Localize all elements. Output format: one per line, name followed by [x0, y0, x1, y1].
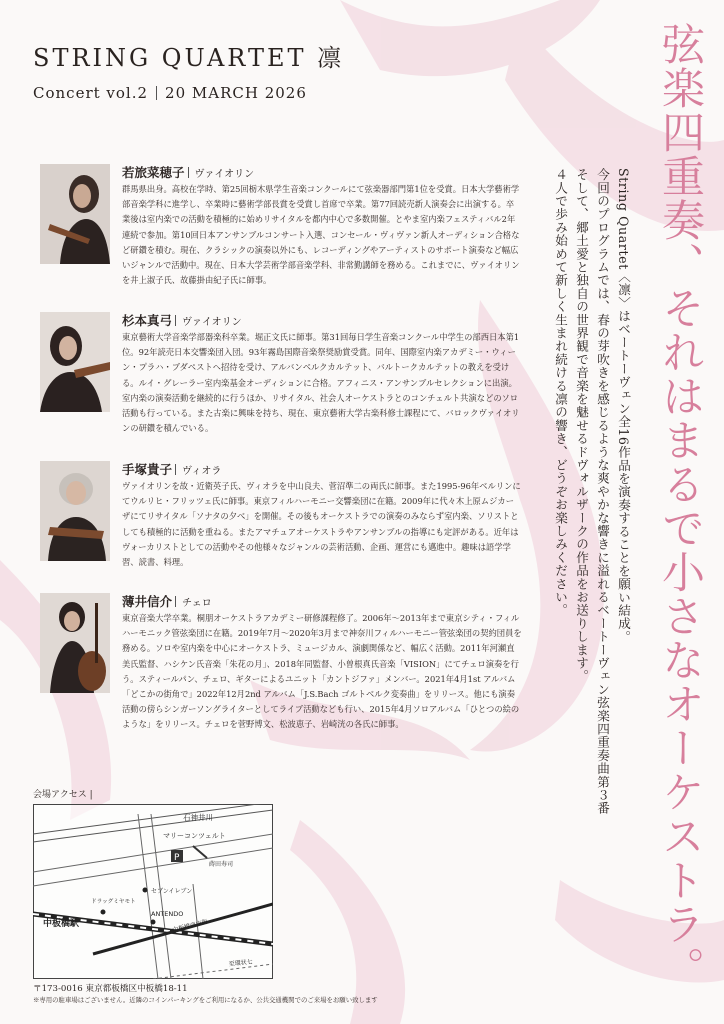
member-name-text: 若旅菜穂子 [122, 165, 185, 180]
sushi-label: 蒔田寿司 [209, 861, 234, 868]
member-name-text: 手塚貴子 [122, 462, 173, 477]
member-name-text: 薄井信介 [122, 594, 173, 609]
antendo-marker [151, 920, 156, 925]
divider [188, 167, 189, 178]
member-photo [40, 164, 110, 264]
access-label-text: 会場アクセス [33, 790, 87, 800]
venue-label: マリーコンツェルト [163, 832, 226, 840]
intro-text [506, 168, 634, 868]
access-map [33, 804, 273, 979]
member-bio: 群馬県出身。高校在学時、第25回栃木県学生音楽コンクールにて弦楽器部門第1位を受賞。日本大学藝術学部音楽学科に進学し、卒業時に藝術学部長賞を受賞し首席で卒業。第77回読売新人演奏会に出演する。卒業後は室内楽での活動を積極的に始めリサイタルを都内中心で多数開催。とやま室内楽フェスティバル2年連続で参加。第10回日本アンサンブルコンサート入選、コンセール・ヴィヴァン新人オーディション合格など研鑽を積む。現在、クラシックの演奏以外にも、レコーディングやアーティストのサポート演奏など幅広いジャンルで活動中。現在、日本大学芸術学部音楽学科、非常勤講師を務める。これまでに、ヴァイオリンを井上淑子氏、故藤掛由紀子氏に師事。 [122, 184, 520, 286]
member-name-text: 杉本真弓 [122, 313, 173, 328]
member-photo [40, 593, 110, 693]
intro-line: ４人で歩み始めて新しく生まれ続ける凛の響き、どうぞお楽しみください。 [553, 168, 568, 617]
parking-note: ※専用の駐車場はございません。近隣のコインパーキングをご利用になるか、公共交通機関でのご来場をお願い致します [33, 996, 378, 1004]
station-label: 中板橋駅 [43, 919, 80, 929]
intro-line: 今回のプログラムでは、春の芽吹きを感じるような爽やかな響きに溢れるベートーヴェン弦楽四重奏曲第３番 [595, 168, 610, 815]
river-label: 石神井川 [183, 813, 213, 822]
member-role: ヴァイオリン [182, 317, 242, 328]
seven-marker [143, 888, 148, 893]
drug-label: ドラッグミヤモト [91, 899, 136, 905]
shotengai-label: 中板橋商店街 [171, 918, 209, 934]
access-label: 会場アクセス | [33, 790, 93, 800]
parking-label: P [174, 853, 180, 863]
member-role: ヴィオラ [182, 466, 222, 477]
member-photo [40, 461, 110, 561]
member-name [122, 311, 242, 329]
intro-line: そして、郷土愛と独自の世界観で音楽を魅せるドヴォルザークの作品をお送りします。 [574, 168, 589, 683]
member-bio: 東京音楽大学卒業。桐朋オーケストラアカデミー研修課程修了。2006年〜2013年まで東京シティ・フィルハーモニック管弦楽団に在籍。2019年7月〜2020年3月まで神奈川フィルハーモニー管弦楽団の契約団員を務める。ソロや室内楽を中心にオーケストラ、ミュージカル、演劇関係など、幅広く活動。2011年河瀬直美氏監督、ハシケン氏音楽「朱花の月」、2018年同監督、小曽根真氏音楽「VISION」にてチェロ演奏を行う。スティールパン、チェロ、ギターによるユニット「カントジファ」メンバー。2021年4月1st アルバム「どこかの街角で」2022年12月2nd アルバム「J.S.Bach ゴルトベルク変奏曲」をリリース。他にも演奏活動の傍らシンガーソングライターとしてライブ活動なども行い、2015年4月ソロアルバム「ひとつの絵のような」をリリース。チェロを菅野博文、松波恵子、岩崎洸の各氏に師事。 [122, 613, 522, 730]
seven-label: セブンイレブン [151, 888, 193, 895]
member-photo [40, 312, 110, 412]
divider [156, 86, 157, 100]
member-bio: 東京藝術大学音楽学部器楽科卒業。堀正文氏に師事。第31回毎日学生音楽コンクール中学生の部西日本第1位。92年読売日本交響楽団入団。93年霧島国際音楽祭奨励賞受賞。同年、国際室内楽アカデミー・ウィーン・プラハ・ブダペストへ招待を受け、アルバンベルクカルテット、バルトークカルテットの教えを受ける。ルイ・グレーラー室内楽基金オーディションに合格。アフィニス・アンサンブルセレクションに出演。室内楽の演奏活動を継続的に行うほか、リサイタル、社会人オーケストラとのコンチェルト共演などのソロ活動も行っている。また古楽に興味を持ち、現在、東京藝術大学古楽科修士課程にて、バロックヴァイオリンの研鑽を積んでいる。 [122, 332, 520, 434]
member-name [122, 592, 212, 610]
member-role: チェロ [182, 598, 212, 609]
divider [175, 596, 176, 607]
antendo-label: ANTENDO [151, 910, 184, 918]
concert-volume: Concert vol.2 [33, 84, 149, 102]
member-role: ヴァイオリン [194, 169, 255, 180]
page-title: STRING QUARTET 凛 [33, 44, 345, 72]
intro-line: String Quartet〈凛〉はベートーヴェン全16作品を演奏することを願い結成。 [616, 168, 631, 644]
street-label: 至環状七 [228, 958, 254, 968]
headline: 弦楽四重奏、それはまるで小さなオーケストラ。 [655, 22, 705, 990]
divider [175, 315, 176, 326]
divider [175, 464, 176, 475]
member-bio: ヴァイオリンを故・近衛英子氏、ヴィオラを中山良夫、菅沼準二の両氏に師事。また1995-96年ベルリンにてウルリヒ・フリッツェ氏に師事。東京フィルハーモニー交響楽団に在籍。2009年に代々木上原ムジカーザにてリサイタル「ソナタの夕べ」を開催。その後もオーケストラでの演奏のみならず室内楽、ソリストとしても積極的に活動を重ねる。またアマチュアオーケストラやアンサンブルの指導にも定評がある。近年はヴォーカリストとしての活動やその他様々なジャンルの芸術活動、企画、運営にも邁進中。趣味は語学学習、読書、料理。 [122, 481, 521, 568]
member-name [122, 460, 221, 478]
concert-info [33, 84, 307, 102]
venue-address: 〒173-0016 東京都板橋区中板橋18-11 [33, 984, 188, 994]
member-name [122, 163, 254, 181]
concert-date: 20 MARCH 2026 [165, 84, 307, 102]
drug-marker [101, 910, 106, 915]
